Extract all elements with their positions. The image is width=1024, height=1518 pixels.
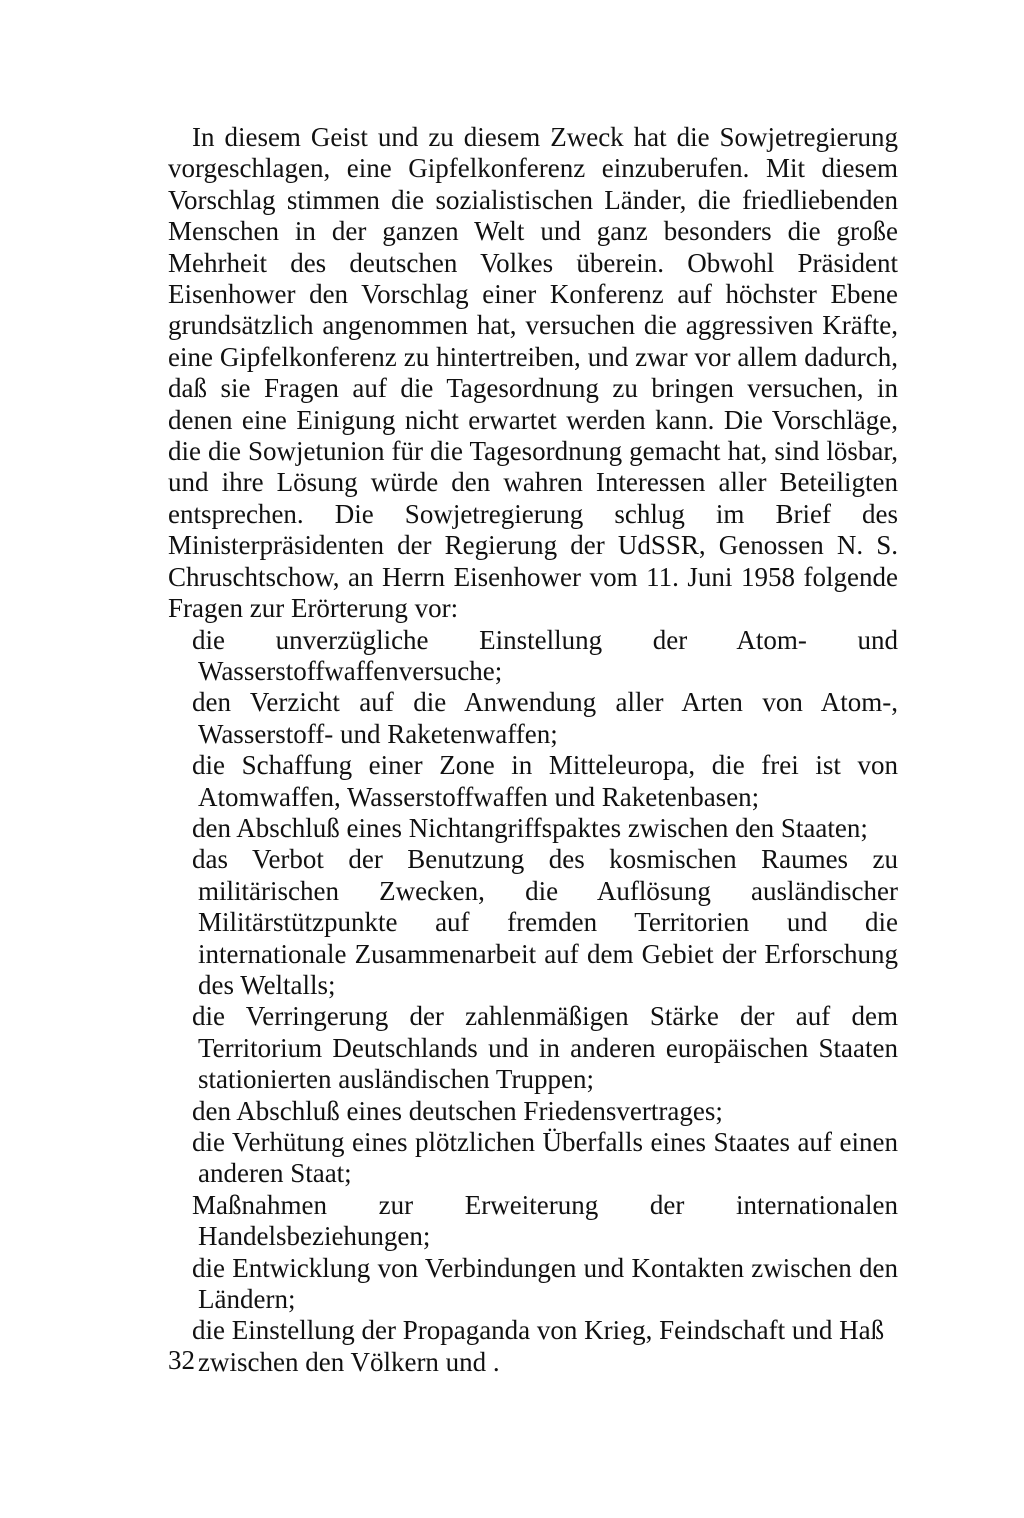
list-item: den Verzicht auf die Anwendung aller Arten von Atom-, Wasserstoff- und Raketenwaffen; (192, 687, 898, 749)
list-item: die Schaffung einer Zone in Mitteleuropa, die frei ist von Atomwaffen, Wasserstoffwaffen und Raketenbasen; (192, 750, 898, 812)
list-item: den Abschluß eines Nichtangriffspaktes zwischen den Staaten; (192, 812, 868, 843)
list-item: die Verringerung der zahlenmäßigen Stärke der auf dem Territorium Deutschlands und in anderen europäischen Staaten stationierten ausländischen Truppen; (192, 1001, 898, 1095)
list-item: die Verhütung eines plötzlichen Überfalls eines Staates auf einen anderen Staat; (192, 1127, 898, 1189)
list-item: die Einstellung der Propaganda von Krieg, Feindschaft und Haß zwischen den Völkern und . (192, 1315, 885, 1377)
list-item: das Verbot der Benutzung des kosmischen Raumes zu militärischen Zwecken, die Auflösung ausländischer Militärstützpunkte auf fremden Territorien und die internationale Zusammenarbeit auf dem Gebiet der Erforschung des Weltalls; (192, 844, 898, 1000)
list-item: Maßnahmen zur Erweiterung der internationalen Handelsbeziehungen; (192, 1189, 898, 1252)
list-item: die unverzügliche Einstellung der Atom- und Wasserstoffwaffenversuche; (192, 624, 898, 686)
body-text (168, 122, 898, 1378)
page-number: 32 (168, 1345, 195, 1375)
list-item: den Abschluß eines deutschen Friedensvertrages; (192, 1095, 723, 1126)
proposal-list (168, 625, 898, 1379)
list-item: die Entwicklung von Verbindungen und Kontakten zwischen den Ländern; (192, 1252, 898, 1315)
intro-paragraph: In diesem Geist und zu diesem Zweck hat die Sowjetregierung vorgeschlagen, eine Gipfelkonferenz einzuberufen. Mit diesem Vorschlag stimmen die sozialistischen Länder, die friedliebenden Menschen in der ganzen Welt und ganz besonders die große Mehrheit des deutschen Volkes überein. Obwohl Präsident Eisenhower den Vorschlag einer Konferenz auf höchster Ebene grundsätzlich angenommen hat, versuchen die aggressiven Kräfte, eine Gipfelkonferenz zu hintertreiben, und zwar vor allem dadurch, daß sie Fragen auf die Tagesordnung zu bringen versuchen, in denen eine Einigung nicht erwartet werden kann. Die Vorschläge, die die Sowjetunion für die Tagesordnung gemacht hat, sind lösbar, und ihre Lösung würde den wahren Interessen aller Beteiligten entsprechen. Die Sowjetregierung schlug im Brief des Ministerpräsidenten der Regierung der UdSSR, Genossen N. S. Chruschtschow, an Herrn Eisenhower vom 11. Juni 1958 folgende Fragen zur Erörterung vor: (168, 122, 898, 624)
